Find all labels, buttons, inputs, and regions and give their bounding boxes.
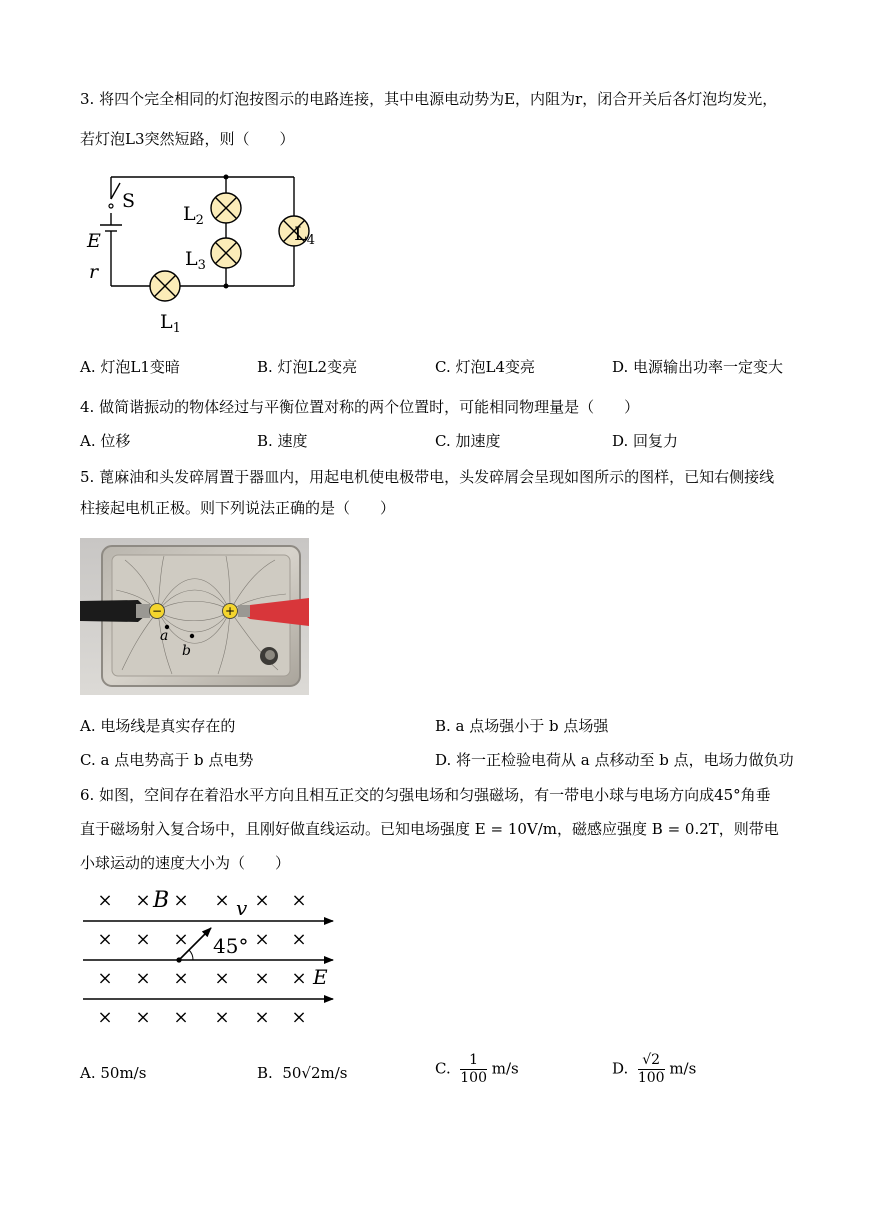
svg-text:×: ×: [254, 1007, 270, 1028]
q6-option-a[interactable]: A. 50m/s: [80, 1064, 147, 1082]
plus-sign: +: [224, 604, 236, 618]
label-L1: $L_1$: [160, 311, 181, 336]
svg-text:×: ×: [97, 890, 113, 911]
q6-option-d-fraction: [638, 1052, 665, 1087]
svg-text:×: ×: [291, 968, 307, 989]
q3-option-c[interactable]: C. 灯泡L4变亮: [435, 358, 535, 376]
q4-stem: 4. 做简谐振动的物体经过与平衡位置对称的两个位置时，可能相同物理量是（ ）: [80, 398, 640, 416]
q4-option-d[interactable]: D. 回复力: [612, 432, 679, 450]
svg-text:×: ×: [254, 968, 270, 989]
lamp-L2-icon: [211, 193, 241, 223]
q6-option-c-numerator: 1: [460, 1052, 487, 1070]
svg-text:×: ×: [173, 929, 189, 950]
q6-stem-line2: 直于磁场射入复合场中，且刚好做直线运动。已知电场强度 E = 10V/m，磁感应强度 B = 0.2T，则带电: [80, 820, 779, 838]
svg-text:×: ×: [214, 1007, 230, 1028]
label-r: r: [89, 261, 99, 283]
q3-stem-line2: 若灯泡L3突然短路，则（ ）: [80, 130, 295, 148]
label-B: B: [153, 888, 170, 913]
q6-option-b-value: 50√2m/s: [282, 1064, 348, 1082]
q3-stem-line1: 3. 将四个完全相同的灯泡按图示的电路连接，其中电源电动势为E，内阻为r，闭合开关后各灯泡均发光，: [80, 90, 778, 108]
q5-stem-line1: 5. 蓖麻油和头发碎屑置于器皿内，用起电机使电极带电，头发碎屑会呈现如图所示的图样，已知右侧接线: [80, 468, 775, 486]
q6-option-c-fraction: [460, 1052, 487, 1087]
lamp-L1-icon: [150, 271, 180, 301]
svg-text:×: ×: [135, 890, 151, 911]
q6-option-d-numerator: √2: [638, 1052, 665, 1070]
svg-text:×: ×: [173, 1007, 189, 1028]
svg-text:×: ×: [173, 890, 189, 911]
svg-text:×: ×: [135, 929, 151, 950]
svg-text:×: ×: [97, 1007, 113, 1028]
svg-text:×: ×: [291, 1007, 307, 1028]
svg-text:×: ×: [214, 968, 230, 989]
label-L3: $L_3$: [185, 248, 206, 273]
label-L2: $L_2$: [183, 203, 204, 228]
q6-option-c-unit: m/s: [491, 1059, 519, 1078]
q6-option-c[interactable]: [435, 1052, 519, 1087]
q6-stem-line1: 6. 如图，空间存在着沿水平方向且相互正交的匀强电场和匀强磁场，有一带电小球与电场方向成45°角垂: [80, 786, 771, 804]
q5-option-d[interactable]: D. 将一正检验电荷从 a 点移动至 b 点，电场力做负功: [435, 751, 794, 769]
label-v: v: [236, 896, 248, 920]
svg-text:×: ×: [135, 1007, 151, 1028]
q5-option-b[interactable]: B. a 点场强小于 b 点场强: [435, 717, 609, 735]
label-L4: $L_4$: [294, 223, 315, 248]
q6-option-d[interactable]: [612, 1052, 696, 1087]
svg-text:×: ×: [135, 968, 151, 989]
q4-option-b[interactable]: B. 速度: [257, 432, 308, 450]
q3-option-a[interactable]: A. 灯泡L1变暗: [80, 358, 180, 376]
svg-text:×: ×: [214, 890, 230, 911]
svg-text:×: ×: [254, 929, 270, 950]
circuit-diagram: [80, 165, 320, 340]
q4-option-c[interactable]: C. 加速度: [435, 432, 501, 450]
lamp-L3-icon: [211, 238, 241, 268]
q3-option-b[interactable]: B. 灯泡L2变亮: [257, 358, 358, 376]
field-diagram: [80, 883, 345, 1033]
q3-option-d[interactable]: D. 电源输出功率一定变大: [612, 358, 784, 376]
label-E-field: E: [313, 965, 328, 989]
q5-stem-line2: 柱接起电机正极。则下列说法正确的是（ ）: [80, 499, 396, 517]
svg-text:×: ×: [97, 968, 113, 989]
q5-option-c[interactable]: C. a 点电势高于 b 点电势: [80, 751, 254, 769]
minus-sign: −: [151, 604, 163, 618]
label-S: S: [122, 190, 136, 212]
svg-text:×: ×: [97, 929, 113, 950]
q6-stem-line3: 小球运动的速度大小为（ ）: [80, 854, 291, 872]
svg-text:×: ×: [254, 890, 270, 911]
electric-field-photo: [80, 538, 309, 695]
q4-option-a[interactable]: A. 位移: [80, 432, 131, 450]
q6-option-b[interactable]: [257, 1064, 348, 1082]
label-E: E: [87, 230, 101, 252]
q6-option-d-denominator: 100: [637, 1070, 665, 1086]
label-angle: 45°: [213, 934, 249, 958]
svg-text:×: ×: [291, 929, 307, 950]
q6-option-c-denominator: 100: [460, 1070, 487, 1086]
svg-text:×: ×: [291, 890, 307, 911]
q6-option-d-unit: m/s: [669, 1059, 697, 1078]
q6-option-c-label: C.: [435, 1059, 451, 1078]
q6-option-d-label: D.: [612, 1059, 629, 1078]
q5-option-a[interactable]: A. 电场线是真实存在的: [80, 717, 236, 735]
svg-text:×: ×: [173, 968, 189, 989]
q6-option-b-label: B.: [257, 1064, 273, 1082]
point-b-label: b: [182, 643, 191, 659]
point-a-label: a: [160, 628, 169, 644]
